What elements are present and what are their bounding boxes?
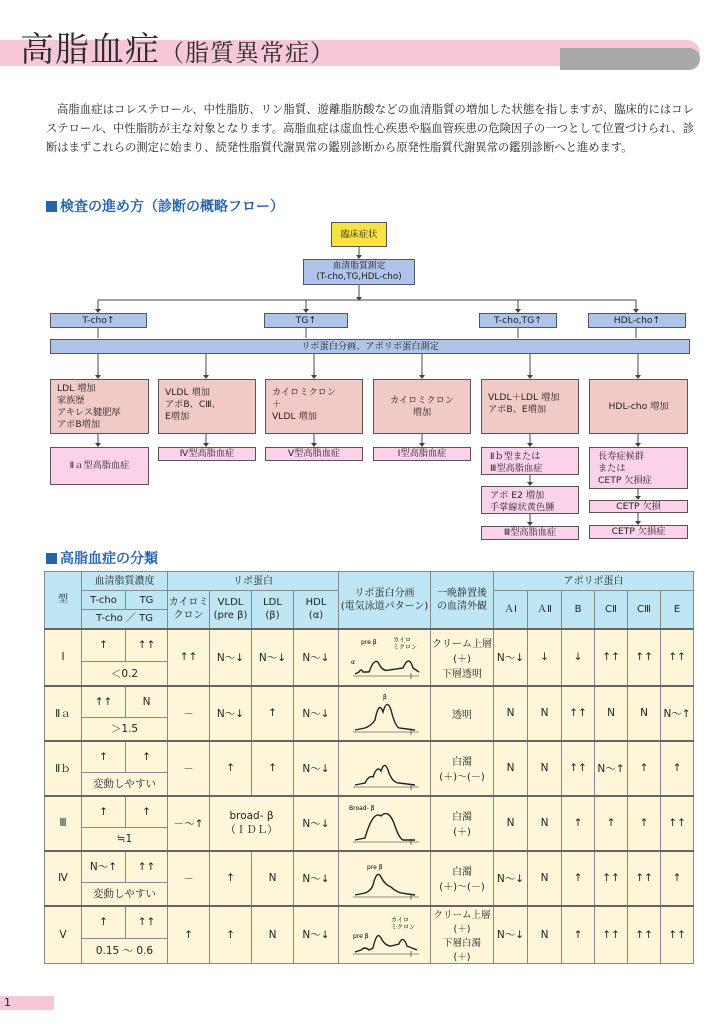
apo-a2-cell: N (528, 796, 562, 851)
intro-paragraph: 高脂血症はコレステロール、中性脂肪、リン脂質、遊離脂肪酸などの血清脂質の増加した状態を指しますが、臨床的にはコレステロール、中性脂肪が主な対象となります。高脂血症は虚血性心疾患や脳血管疾患の危険因子の一つとして位置づけられ、診断はまずこれらの測定に始まり、続発性脂質代謝異常の鑑別診断から原発性脂質代謝異常の鑑別診断へと進めます。 (46, 103, 694, 154)
flow-finding-3: カイロミクロン ＋ VLDL 増加 (265, 379, 363, 434)
vldl-cell: N～↓ (210, 686, 252, 741)
flow-result-type3: Ⅲ型高脂血症 (481, 526, 579, 540)
flow-branch-hdl: HDL-cho↑ (588, 313, 686, 328)
electrophoresis-pattern-icon (345, 690, 425, 736)
table-row (45, 851, 694, 883)
th-ratio: T-cho ／ TG (82, 610, 168, 629)
page-title (20, 22, 335, 71)
svg-text:カイロ: カイロ (392, 637, 411, 644)
ldl-cell: ↑ (252, 686, 294, 741)
flow-finding-1: LDL 増加 家族歴 アキレス腱肥厚 アポB増加 (50, 379, 149, 434)
th-vldl: VLDL (pre β) (210, 591, 252, 629)
type-cell: Ⅲ (45, 796, 82, 851)
th-b: B (562, 591, 595, 629)
page-header (0, 0, 725, 72)
flow-finding-2: VLDL 増加 アポB、CⅢ、 E増加 (158, 379, 256, 434)
th-a2: ＡⅡ (528, 591, 562, 629)
tcho-cell: N～↑ (82, 851, 126, 883)
apo-b-cell: ↑ (562, 906, 595, 964)
apo-c2-cell: ↑↑ (595, 851, 628, 906)
serum-appearance-cell: 白濁 (＋) (431, 796, 494, 851)
tg-cell: ↑ (126, 796, 168, 828)
th-serum: 血清脂質濃度 (82, 572, 168, 591)
th-c2: CⅡ (595, 591, 628, 629)
apo-c3-cell: ↑↑ (628, 906, 661, 964)
apo-a2-cell: N (528, 906, 562, 964)
serum-appearance-cell: 白濁 (＋)～(－) (431, 741, 494, 796)
square-bullet-icon (46, 553, 57, 564)
th-c3: CⅢ (628, 591, 661, 629)
apo-c2-cell: N～↑ (595, 741, 628, 796)
th-lipo: リポ蛋白 (168, 572, 339, 591)
apo-b-cell: ↓ (562, 629, 595, 686)
title-sub: （脂質異常症） (160, 39, 335, 67)
section-class-label: 高脂血症の分類 (60, 551, 158, 567)
tcho-cell: ↑ (82, 629, 126, 662)
flow-sub-apo-e2: アポ E2 増加 手掌線状黄色腫 (481, 486, 579, 514)
serum-appearance-cell: 白濁 (＋)～(－) (431, 851, 494, 906)
chylo-cell: － (168, 686, 210, 741)
th-ldl: LDL (β) (252, 591, 294, 629)
flow-finding-6: HDL-cho 増加 (589, 379, 688, 434)
flow-result-1: Ⅱａ型高脂血症 (50, 447, 149, 485)
tg-cell: ↑ (126, 741, 168, 773)
apo-c3-cell: ↑ (628, 796, 661, 851)
table-row (45, 906, 694, 939)
tg-cell: ↑↑ (126, 851, 168, 883)
ratio-cell: ＜0.2 (82, 662, 168, 686)
electrophoresis-cell (339, 796, 431, 851)
ldl-cell: ↑ (252, 741, 294, 796)
hdl-cell: N～↓ (294, 686, 339, 741)
th-hdl: HDL (α) (294, 591, 339, 629)
th-tg: TG (126, 591, 168, 610)
svg-text:ミクロン: ミクロン (392, 644, 417, 651)
flow-result-2: Ⅳ型高脂血症 (158, 447, 256, 461)
ldl-cell: N～↓ (252, 629, 294, 686)
apo-a2-cell: ↓ (528, 629, 562, 686)
apo-b-cell: ↑ (562, 796, 595, 851)
svg-text:pre β: pre β (366, 864, 383, 871)
ratio-cell: 変動しやすい (82, 773, 168, 796)
apo-c2-cell: ↑↑ (595, 629, 628, 686)
flow-sub-cetp: CETP 欠損 (589, 500, 688, 513)
electrophoresis-cell (339, 686, 431, 741)
th-e: E (661, 591, 694, 629)
ldl-cell: N (252, 851, 294, 906)
apo-a1-cell: N (494, 686, 528, 741)
svg-text:ミクロン: ミクロン (390, 923, 415, 931)
apo-c3-cell: ↑↑ (628, 629, 661, 686)
vldl-ldl-cell: broad- β （ＩＤＬ） (210, 796, 294, 851)
electrophoresis-cell (339, 741, 431, 796)
serum-appearance-cell: 透明 (431, 686, 494, 741)
apo-a1-cell: N (494, 796, 528, 851)
chylo-cell: ↑ (168, 906, 210, 964)
type-cell: Ⅳ (45, 851, 82, 906)
hdl-cell: N～↓ (294, 851, 339, 906)
tg-cell: N (126, 686, 168, 718)
flow-branch-tcho: T-cho↑ (50, 313, 147, 328)
electrophoresis-pattern-icon (345, 800, 425, 846)
flow-branch-tcho-tg: T-cho,TG↑ (479, 313, 557, 328)
electrophoresis-pattern-icon (345, 634, 425, 680)
apo-e-cell: ↑↑ (661, 629, 694, 686)
electrophoresis-pattern-icon (345, 745, 425, 791)
flow-measure-box: 血清脂質測定 (T-cho,TG,HDL-cho) (303, 259, 415, 285)
electrophoresis-cell (339, 629, 431, 686)
flow-start-box: 臨床症状 (331, 222, 387, 247)
ratio-cell: 変動しやすい (82, 883, 168, 906)
flow-finding-5: VLDL＋LDL 増加 アポB、E増加 (481, 379, 579, 434)
electrophoresis-pattern-icon (345, 855, 425, 901)
serum-appearance-cell: クリーム上層 (＋) 下層白濁 (＋) (431, 906, 494, 964)
vldl-cell: ↑ (210, 906, 252, 964)
apo-a2-cell: N (528, 741, 562, 796)
apo-c2-cell: ↑ (595, 796, 628, 851)
svg-text:α: α (350, 659, 355, 666)
flow-lipo-box: リポ蛋白分画、アポリポ蛋白測定 (50, 339, 690, 354)
svg-text:pre β: pre β (352, 932, 369, 940)
vldl-cell: ↑ (210, 741, 252, 796)
ratio-cell: ≒1 (82, 828, 168, 851)
table-row (45, 796, 694, 828)
header-shadow (560, 48, 700, 70)
section-flow-label: 検査の進め方（診断の概略フロー） (60, 199, 284, 215)
apo-e-cell: ↑ (661, 741, 694, 796)
section-heading-flow (46, 196, 284, 216)
section-heading-classification (46, 548, 158, 568)
svg-text:Broad- β: Broad- β (348, 805, 375, 812)
apo-c3-cell: ↑↑ (628, 851, 661, 906)
apo-c3-cell: ↑ (628, 741, 661, 796)
th-type: 型 (45, 572, 82, 629)
flow-result-5: Ⅱｂ型または Ⅲ型高脂血症 (481, 447, 579, 475)
electrophoresis-cell (339, 906, 431, 964)
flow-result-3: Ⅴ型高脂血症 (265, 447, 363, 461)
electrophoresis-pattern-icon (345, 912, 425, 958)
table-row (45, 686, 694, 718)
flow-result-6: 長寿症候群 または CETP 欠損症 (589, 447, 688, 489)
apo-c2-cell: ↑↑ (595, 906, 628, 964)
hdl-cell: N～↓ (294, 629, 339, 686)
apo-b-cell: ↑↑ (562, 741, 595, 796)
th-electrophoresis: リポ蛋白分画 (電気泳道パターン) (339, 572, 431, 629)
ratio-cell: ＞1.5 (82, 718, 168, 741)
apo-e-cell: ↑↑ (661, 796, 694, 851)
apo-a1-cell: N (494, 741, 528, 796)
type-cell: Ⅰ (45, 629, 82, 686)
hdl-cell: N～↓ (294, 906, 339, 964)
tg-cell: ↑↑ (126, 629, 168, 662)
tcho-cell: ↑ (82, 906, 126, 939)
classification-table (44, 571, 694, 964)
apo-c3-cell: N (628, 686, 661, 741)
tg-cell: ↑↑ (126, 906, 168, 939)
ep-label: pre β (360, 639, 377, 646)
type-cell: Ⅴ (45, 906, 82, 964)
serum-appearance-cell: クリーム上層 (＋) 下層透明 (431, 629, 494, 686)
flow-result-cetp: CETP 欠損症 (589, 525, 688, 539)
title-main: 高脂血症 (20, 30, 160, 70)
table-body (45, 629, 694, 964)
hdl-cell: N～↓ (294, 796, 339, 851)
tcho-cell: ↑ (82, 796, 126, 828)
chylo-cell: ↑↑ (168, 629, 210, 686)
apo-c2-cell: N (595, 686, 628, 741)
electrophoresis-cell (339, 851, 431, 906)
flow-branch-tg: TG↑ (264, 313, 348, 328)
th-tcho: T-cho (82, 591, 126, 610)
th-chylo: カイロミ クロン (168, 591, 210, 629)
ldl-cell: N (252, 906, 294, 964)
apo-e-cell: N～↑ (661, 686, 694, 741)
apo-e-cell: ↑↑ (661, 906, 694, 964)
table-row (45, 629, 694, 662)
apo-a1-cell: N～↓ (494, 851, 528, 906)
flow-result-4: Ⅰ型高脂血症 (373, 447, 471, 461)
page-number: 1 (4, 996, 11, 1009)
apo-e-cell: ↑ (661, 851, 694, 906)
chylo-cell: － (168, 741, 210, 796)
tcho-cell: ↑↑ (82, 686, 126, 718)
tcho-cell: ↑ (82, 741, 126, 773)
apo-a1-cell: N～↓ (494, 906, 528, 964)
hdl-cell: N～↓ (294, 741, 339, 796)
apo-a2-cell: N (528, 686, 562, 741)
th-apo: アポリポ蛋白 (494, 572, 694, 591)
th-a1: ＡⅠ (494, 591, 528, 629)
chylo-cell: －～↑ (168, 796, 210, 851)
vldl-cell: ↑ (210, 851, 252, 906)
table-row (45, 741, 694, 773)
ratio-cell: 0.15 ～ 0.6 (82, 939, 168, 963)
vldl-cell: N～↓ (210, 629, 252, 686)
type-cell: Ⅱａ (45, 686, 82, 741)
svg-text:β: β (382, 694, 387, 701)
type-cell: Ⅱｂ (45, 741, 82, 796)
chylo-cell: － (168, 851, 210, 906)
svg-text:カイロ: カイロ (390, 916, 409, 924)
apo-a1-cell: N～↓ (494, 629, 528, 686)
apo-b-cell: ↑↑ (562, 686, 595, 741)
apo-a2-cell: N (528, 851, 562, 906)
square-bullet-icon (46, 201, 57, 212)
flow-finding-4: カイロミクロン 増加 (373, 379, 471, 434)
apo-b-cell: ↑ (562, 851, 595, 906)
th-serum-appearance: 一晩静置後 の血清外観 (431, 572, 494, 629)
